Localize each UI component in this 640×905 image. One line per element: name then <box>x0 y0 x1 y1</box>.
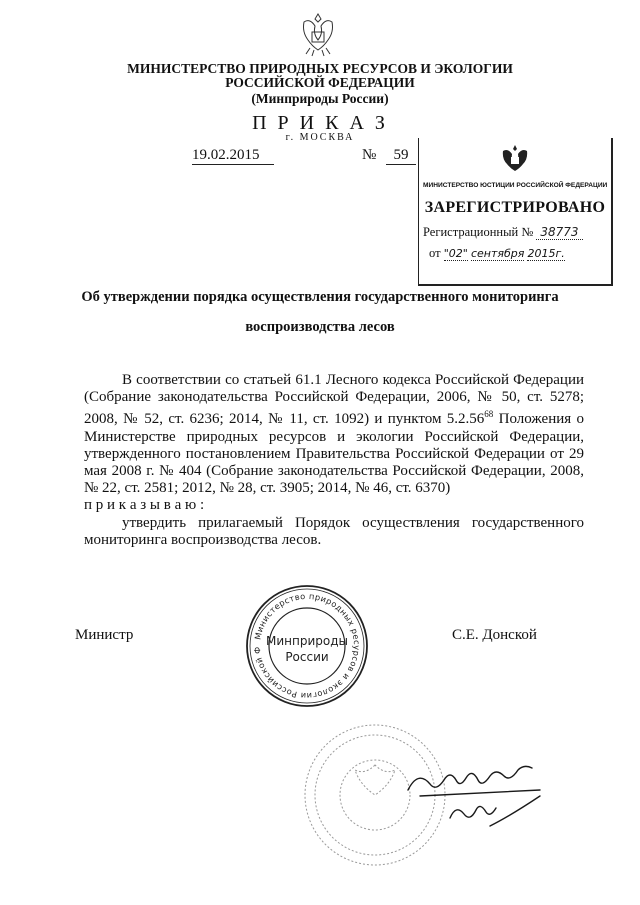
document-number-sign: № <box>362 147 377 163</box>
ministry-name-line2: РОССИЙСКОЙ ФЕДЕРАЦИИ <box>225 75 415 90</box>
stamp-date-row <box>423 246 607 261</box>
stamp-emblem-icon <box>423 142 607 178</box>
coat-of-arms-emblem <box>292 8 344 60</box>
stamp-reg-number: 38773 <box>536 225 582 240</box>
ministry-header <box>0 62 640 106</box>
document-number: 59 <box>386 147 416 165</box>
document-type: П Р И К А З <box>252 112 388 134</box>
document-body <box>84 372 584 549</box>
official-seal <box>244 583 370 709</box>
seal-ring-text: Министерство природных ресурсов и экологии Российской Ф <box>251 590 363 702</box>
document-date: 19.02.2015 <box>192 147 274 165</box>
document-title-line2: воспроизводства лесов <box>245 319 395 335</box>
stamp-reg-year: 2015г. <box>527 247 565 260</box>
order-word: п р и к а з ы в а ю : <box>84 497 205 514</box>
body-superscript: 68 <box>484 409 494 420</box>
document-title-line1: Об утверждении порядка осуществления государственного мониторинга <box>81 289 559 305</box>
ministry-name-line1: МИНИСТЕРСТВО ПРИРОДНЫХ РЕСУРСОВ И ЭКОЛОГИИ <box>127 61 513 76</box>
signer-name: С.Е. Донской <box>452 627 537 643</box>
signer-position: Министр <box>75 627 134 643</box>
body-paragraph-2: утвердить прилагаемый Порядок осуществления государственного мониторинга воспроизводства лесов. <box>84 514 584 548</box>
stamp-from-label: от <box>429 246 441 260</box>
body-paragraph-1 <box>84 372 584 497</box>
stamp-reg-label: Регистрационный № <box>423 225 534 239</box>
stamp-reg-row <box>423 225 607 240</box>
body-paragraph-1-text: В соответствии со статьей 61.1 Лесного кодекса Российской Федерации (Собрание законодательства Российской Федерации, 2006, № 50, ст. 5278; 2008, № 52, ст. 6236; 2014, № 11, ст. 1092) и пунктом 5.2.56 <box>84 372 584 428</box>
seal-center-line2: России <box>285 650 329 664</box>
document-city: г. МОСКВА <box>285 132 355 143</box>
stamp-reg-day: "02" <box>443 247 468 260</box>
stamp-agency: МИНИСТЕРСТВО ЮСТИЦИИ РОССИЙСКОЙ ФЕДЕРАЦИИ <box>423 182 608 189</box>
ministry-short-name: (Минприроды России) <box>251 91 389 106</box>
stamp-reg-month: сентября <box>470 247 525 260</box>
body-paragraph-1-cont: Положения о Министерстве природных ресурсов и экологии Российской Федерации, утвержденного постановлением Правительства Российской Федерации от 29 мая 2008 г. № 404 (Собрание законодательства Российской Федерации, 2008, № 22, ст. 2581; 2012, № 28, ст. 3905; 2014, № 46, ст. 6370) <box>84 411 584 497</box>
stamp-status: ЗАРЕГИСТРИРОВАНО <box>424 199 606 216</box>
seal-center-line1: Минприроды <box>266 634 348 648</box>
handwritten-signature <box>400 760 570 840</box>
registration-stamp <box>418 138 613 286</box>
